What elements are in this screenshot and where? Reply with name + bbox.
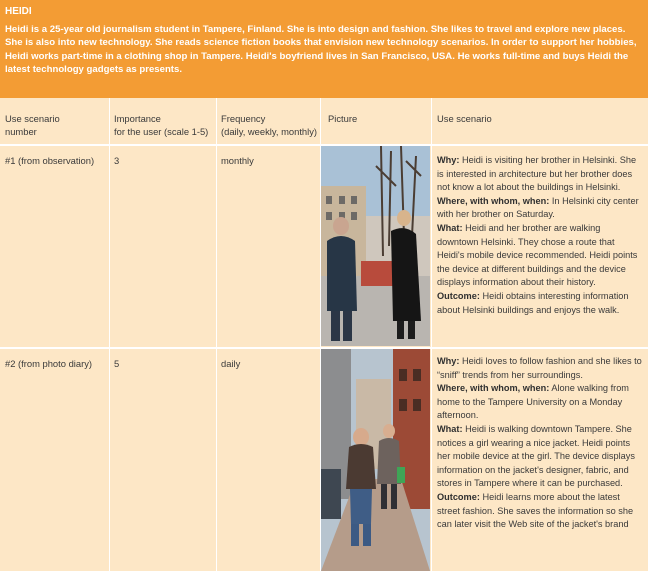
column-header-importance (114, 112, 208, 138)
row1-importance: 3 (114, 155, 120, 166)
row1-where-label: Where, with whom, when: (437, 195, 550, 206)
row1-outcome-text: Heidi obtains interesting information about Helsinki buildings and enjoys the walk. (437, 290, 629, 315)
row2-importance: 5 (114, 358, 120, 369)
row1-what-label: What: (437, 222, 463, 233)
column-header-frequency-line1: Frequency (221, 113, 266, 124)
row2-why-text: Heidi loves to follow fashion and she likes to “sniff” trends from her surroundings. (437, 356, 642, 380)
column-divider (109, 98, 110, 571)
persona-header (0, 0, 648, 98)
column-header-scenario: Use scenario (437, 113, 492, 124)
row2-number: #2 (from photo diary) (5, 358, 93, 369)
column-header-importance-line1: Importance (114, 113, 161, 124)
row1-outcome-label: Outcome: (437, 290, 480, 301)
persona-name: HEIDI (5, 6, 32, 17)
row1-where-text: In Helsinki city center with her brother on Saturday. (437, 195, 639, 220)
row1-photo (321, 146, 430, 346)
row2-why-label: Why: (437, 356, 460, 366)
column-header-picture: Picture (328, 113, 358, 124)
row2-where-text: Alone walking from home to the Tampere University on a Monday afternoon. (437, 383, 629, 421)
row2-outcome-label: Outcome: (437, 491, 480, 502)
row2-frequency: daily (221, 358, 241, 369)
column-header-number-line1: Use scenario (5, 113, 60, 124)
row1-scenario (437, 154, 644, 317)
column-divider (431, 98, 432, 571)
column-header-number (5, 112, 60, 138)
row2-outcome-text: Heidi learns more about the latest street fashion. She saves the information so she can later visit the Web site of the jacket's brand (437, 491, 634, 530)
row1-why-label: Why: (437, 155, 460, 165)
column-header-frequency-line2: (daily, weekly, monthly) (221, 126, 318, 137)
row2-scenario (437, 355, 644, 532)
row1-what-text: Heidi and her brother are walking downtown Helsinki. They chose a route that Heidi's mobile device recommended. Heidi points the device at different buildings and the device displays information about their history. (437, 222, 638, 288)
row2-photo (321, 349, 430, 571)
row1-frequency: monthly (221, 155, 254, 166)
column-header-number-line2: number (5, 126, 37, 137)
column-header-importance-line2: for the user (scale 1-5) (114, 126, 209, 137)
row1-number: #1 (from observation) (5, 155, 95, 166)
row1-why-text: Heidi is visiting her brother in Helsinki. She is interested in architecture but her brother does not know a lot about the buildings in Helsinki. (437, 155, 637, 193)
row2-what-text: Heidi is walking downtown Tampere. She notices a girl wearing a nice jacket. Heidi points her mobile device at the girl. The device displays information on the jacket's designer, fabric, and stores in Tampere where it can be purchased. (437, 423, 635, 489)
row2-where-label: Where, with whom, when: (437, 383, 550, 394)
persona-description: Heidi is a 25-year old journalism student in Tampere, Finland. She is into design and fashion. She likes to travel and explore new places. She is also into new technology. She reads science fiction books that envision new technology scenarios. In order to support her hobbies, Heidi works part-time in a clothing shop in Tampere. Heidi's boyfriend lives in San Francisco, USA. He works full-time and buys Heidi the latest technology gadgets as presents. (5, 24, 637, 76)
column-header-frequency (221, 112, 317, 138)
column-divider (216, 98, 217, 571)
row2-what-label: What: (437, 423, 463, 434)
